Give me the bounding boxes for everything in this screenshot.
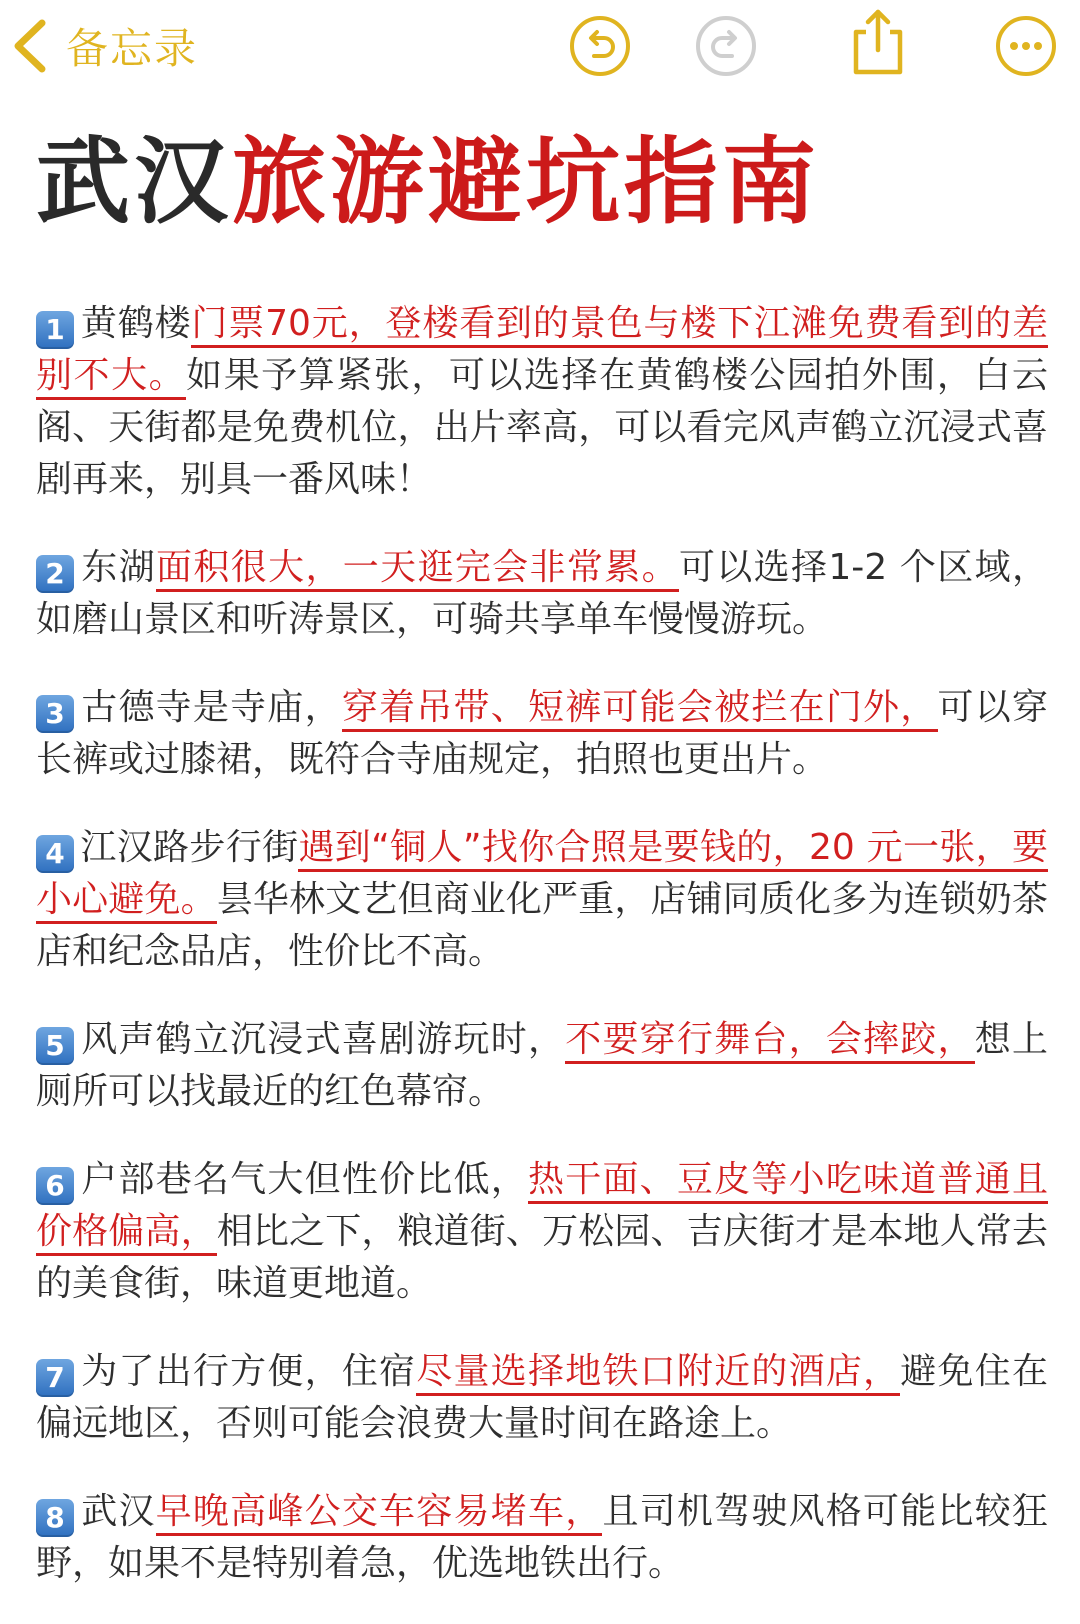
highlight-text: 尽量选择地铁口附近的酒店， [416,1351,900,1396]
highlight-text: 不要穿行舞台，会摔跤， [565,1019,975,1064]
number-badge: 6 [36,1167,74,1205]
share-button[interactable] [846,6,910,78]
more-icon [994,14,1058,78]
title-part-black: 武汉 [36,128,233,237]
share-icon [846,6,910,78]
item-text: 为了出行方便，住宿 [80,1351,417,1392]
item-text: 且司机驾驶风格可能比较狂野，如果不是特别着急，优选地铁出行。 [36,1491,1048,1584]
highlight-text: 门票70元，登楼看到的景色与楼下江滩免费看到的差别不大。 [36,303,1048,400]
highlight-text: 早晚高峰公交车容易堵车， [156,1491,603,1536]
redo-icon [694,14,758,78]
number-badge: 2 [36,555,74,593]
redo-button[interactable] [694,14,758,78]
top-toolbar [0,0,1080,100]
highlight-text: 面积很大，一天逛完会非常累。 [156,547,679,592]
item-text: 古德寺是寺庙， [80,687,342,728]
item-text: 风声鹤立沉浸式喜剧游玩时， [80,1019,566,1060]
item-text: 黄鹤楼 [80,303,192,344]
undo-icon [568,14,632,78]
list-item [36,1346,1048,1450]
chevron-left-icon [8,17,52,75]
back-button[interactable] [8,14,198,78]
back-label: 备忘录 [66,24,199,73]
item-text: 户部巷名气大但性价比低， [80,1159,528,1200]
list-item [36,1014,1048,1118]
number-badge: 3 [36,695,74,733]
more-button[interactable] [994,14,1058,78]
item-text: 相比之下，粮道街、万松园、吉庆街才是本地人常去的美食街，味道更地道。 [36,1211,1048,1304]
item-text: 如果予算紧张，可以选择在黄鹤楼公园拍外围，白云阁、天街都是免费机位，出片率高，可以看完风声鹤立沉浸式喜剧再来，别具一番风味！ [36,355,1048,500]
list-item [36,1154,1048,1310]
highlight-text: 热干面、豆皮等小吃味道普通且价格偏高， [36,1159,1048,1256]
list-item [36,542,1048,646]
number-badge: 7 [36,1359,74,1397]
item-text: 东湖 [80,547,157,588]
list-item [36,298,1048,506]
list-item [36,822,1048,978]
list-item [36,1486,1048,1590]
number-badge: 5 [36,1027,74,1065]
highlight-text: 穿着吊带、短裤可能会被拦在门外， [342,687,938,732]
item-text: 江汉路步行街 [80,827,299,868]
item-text: 避免住在偏远地区，否则可能会浪费大量时间在路途上。 [36,1351,1048,1444]
note-title [36,118,820,248]
item-text: 可以选择1-2 个区域，如磨山景区和听涛景区，可骑共享单车慢慢游玩。 [36,547,1048,640]
highlight-text: 遇到“铜人”找你合照是要钱的，20 元一张，要小心避免。 [36,827,1048,924]
number-badge: 1 [36,311,74,349]
item-text: 可以穿长裤或过膝裙，既符合寺庙规定，拍照也更出片。 [36,687,1048,780]
title-part-red: 旅游避坑指南 [232,128,821,237]
number-badge: 4 [36,835,74,873]
item-text: 武汉 [80,1491,156,1532]
item-text: 昙华林文艺但商业化严重，店铺同质化多为连锁奶茶店和纪念品店，性价比不高。 [36,879,1048,972]
undo-button[interactable] [568,14,632,78]
number-badge: 8 [36,1499,74,1537]
item-text: 想上厕所可以找最近的红色幕帘。 [36,1019,1048,1112]
note-body[interactable] [36,262,1048,1624]
list-item [36,682,1048,786]
